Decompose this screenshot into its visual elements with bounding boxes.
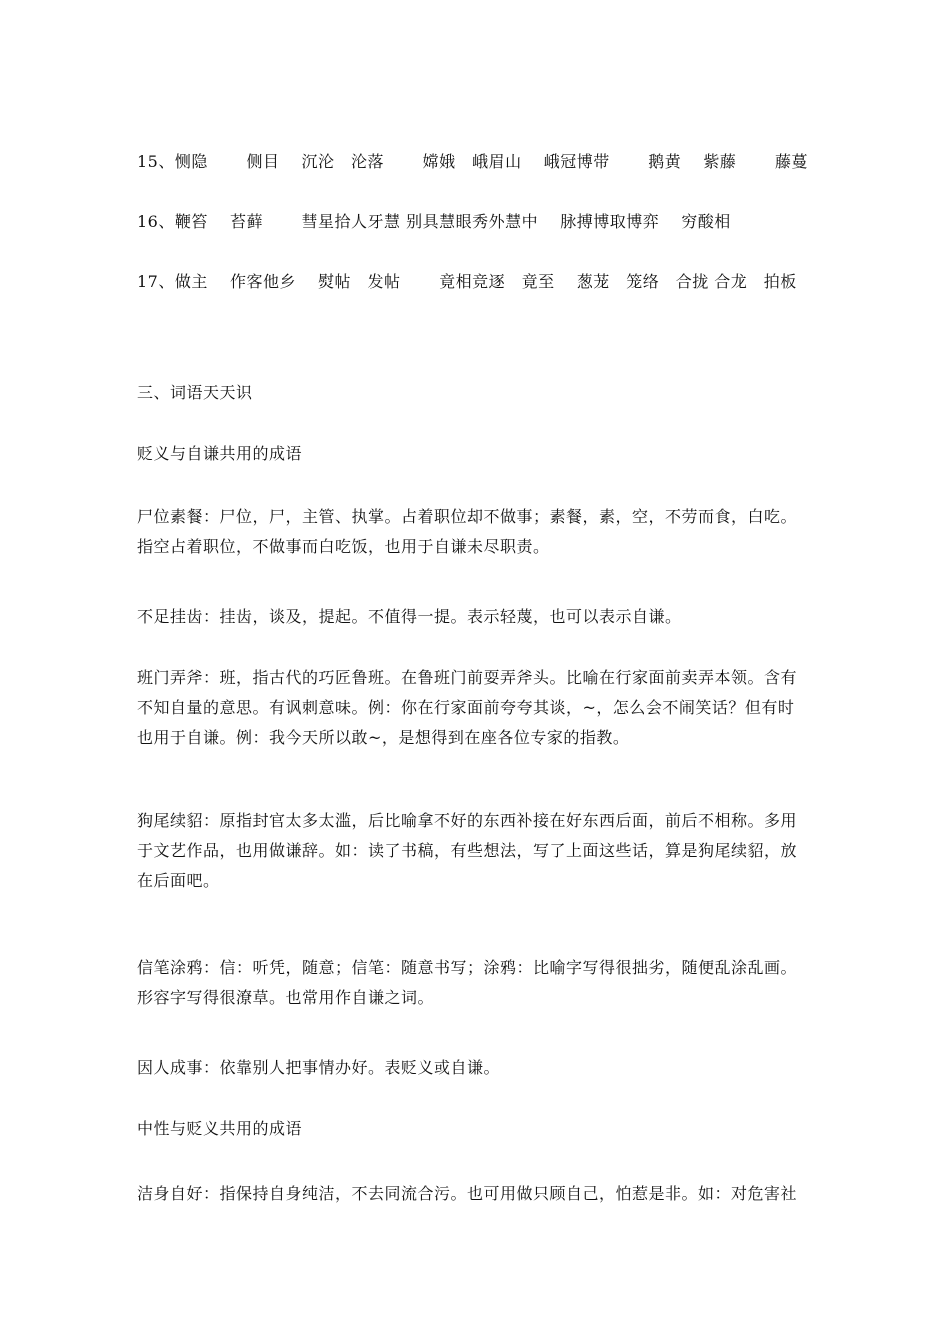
- entry-line: 因人成事：依靠别人把事情办好。表贬义或自谦。: [137, 1058, 501, 1077]
- list-item-16: 16、鞭笞 苔藓 彗星拾人牙慧 别具慧眼秀外慧中 脉搏博取博弈 穷酸相: [137, 212, 731, 231]
- list-item-17: 17、做主 作客他乡 熨帖 发帖 竟相竞逐 竟至 葱茏 笼络 合拢 合龙 拍板: [137, 272, 797, 291]
- entry-jie-shen-zi-hao: [137, 1179, 817, 1209]
- entry-ban-men-nong-fu: [137, 663, 817, 753]
- entry-line: 班门弄斧：班，指古代的巧匠鲁班。在鲁班门前耍弄斧头。比喻在行家面前卖弄本领。含有: [137, 668, 798, 687]
- entry-line: 形容字写得很潦草。也常用作自谦之词。: [137, 988, 435, 1007]
- entry-gou-wei-xu-diao: [137, 806, 817, 896]
- subheading-neutral-derogatory: 中性与贬义共用的成语: [137, 1119, 303, 1138]
- entry-line: 洁身自好：指保持自身纯洁，不去同流合污。也可用做只顾自己，怕惹是非。如：对危害社: [137, 1184, 798, 1203]
- section-heading: 三、词语天天识: [137, 383, 253, 402]
- entry-shi-wei-su-can: [137, 502, 817, 562]
- entry-line: 信笔涂鸦：信：听凭，随意；信笔：随意书写；涂鸦：比喻字写得很拙劣，随便乱涂乱画。: [137, 958, 798, 977]
- entry-line: 不足挂齿：挂齿，谈及，提起。不值得一提。表示轻蔑，也可以表示自谦。: [137, 607, 682, 626]
- subheading-derogatory-humble: 贬义与自谦共用的成语: [137, 444, 303, 463]
- entry-line: 也用于自谦。例：我今天所以敢~，是想得到在座各位专家的指教。: [137, 728, 630, 747]
- entry-line: 尸位素餐：尸位，尸，主管、执掌。占着职位却不做事；素餐，素，空，不劳而食，白吃。: [137, 507, 798, 526]
- entry-yin-ren-cheng-shi: [137, 1053, 817, 1083]
- entry-line: 于文艺作品，也用做谦辞。如：读了书稿，有些想法，写了上面这些话，算是狗尾续貂，放: [137, 841, 798, 860]
- entry-line: 指空占着职位，不做事而白吃饭，也用于自谦未尽职责。: [137, 537, 550, 556]
- entry-line: 狗尾续貂：原指封官太多太滥，后比喻拿不好的东西补接在好东西后面，前后不相称。多用: [137, 811, 798, 830]
- entry-line: 不知自量的意思。有讽刺意味。例：你在行家面前夸夸其谈，~，怎么会不闹笑话？但有时: [137, 698, 795, 717]
- list-item-15: 15、恻隐 侧目 沉沦 沦落 嫦娥 峨眉山 峨冠博带 鹅黄 紫藤 藤蔓: [137, 152, 808, 171]
- entry-xin-bi-tu-ya: [137, 953, 817, 1013]
- entry-bu-zu-gua-chi: [137, 602, 817, 632]
- entry-line: 在后面吧。: [137, 871, 220, 890]
